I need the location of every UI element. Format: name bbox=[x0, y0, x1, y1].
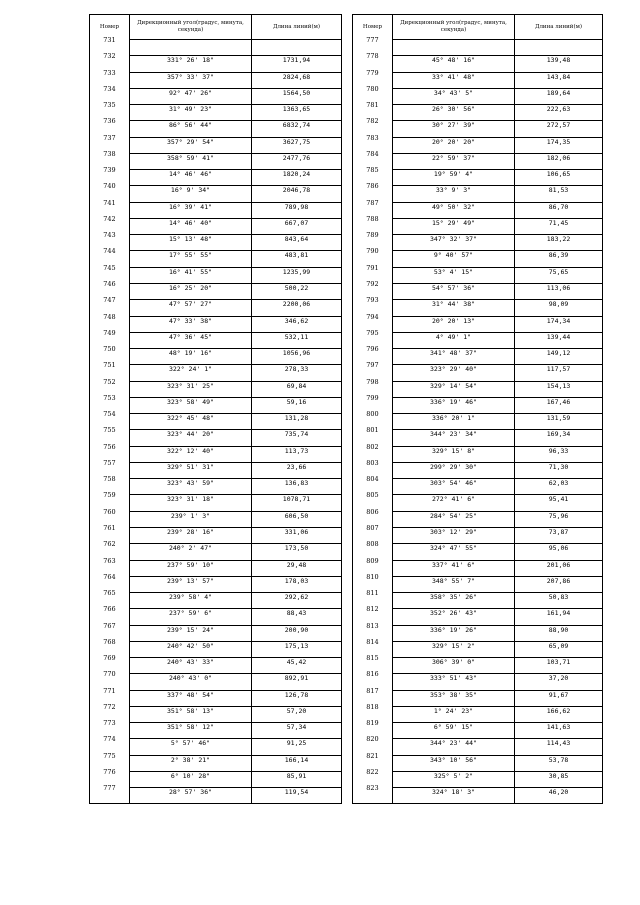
point-number: 811 bbox=[353, 589, 392, 597]
line-length-cell: 606,50 bbox=[252, 511, 342, 527]
direction-angle-cell: 324° 18' 3" bbox=[393, 788, 515, 804]
direction-angle-cell: 343° 10' 56" bbox=[393, 755, 515, 771]
direction-angle-cell: 16° 9' 34" bbox=[130, 186, 252, 202]
point-number: 797 bbox=[353, 361, 392, 369]
line-length-cell: 667,07 bbox=[252, 218, 342, 234]
point-number: 798 bbox=[353, 378, 392, 386]
point-number: 800 bbox=[353, 410, 392, 418]
point-number: 755 bbox=[90, 426, 129, 434]
line-length-cell: 29,48 bbox=[252, 560, 342, 576]
point-number: 794 bbox=[353, 313, 392, 321]
line-length-cell: 86,39 bbox=[515, 251, 603, 267]
direction-angle-cell: 331° 26' 18" bbox=[130, 56, 252, 72]
point-number: 757 bbox=[90, 459, 129, 467]
direction-angle-cell: 47° 33' 38" bbox=[130, 316, 252, 332]
line-length-cell: 86,70 bbox=[515, 202, 603, 218]
line-length-cell: 114,43 bbox=[515, 739, 603, 755]
point-number: 817 bbox=[353, 687, 392, 695]
table-row bbox=[353, 788, 603, 804]
line-length-cell: 45,42 bbox=[252, 658, 342, 674]
direction-angle-cell: 337° 41' 6" bbox=[393, 560, 515, 576]
line-length-cell: 62,03 bbox=[515, 479, 603, 495]
point-number-cell bbox=[353, 784, 393, 804]
line-length-cell: 103,71 bbox=[515, 658, 603, 674]
point-number: 822 bbox=[353, 768, 392, 776]
point-number: 774 bbox=[90, 735, 129, 743]
line-length-cell: 166,62 bbox=[515, 706, 603, 722]
line-length-cell: 113,73 bbox=[252, 446, 342, 462]
direction-angle-cell: 351° 58' 12" bbox=[130, 723, 252, 739]
direction-angle-cell: 31° 49' 23" bbox=[130, 105, 252, 121]
point-number: 771 bbox=[90, 687, 129, 695]
direction-angle-cell: 336° 19' 46" bbox=[393, 397, 515, 413]
line-length-cell: 789,98 bbox=[252, 202, 342, 218]
point-number: 762 bbox=[90, 540, 129, 548]
direction-angle-cell: 20° 20' 13" bbox=[393, 316, 515, 332]
point-number: 777 bbox=[353, 36, 392, 44]
line-length-cell: 88,90 bbox=[515, 625, 603, 641]
point-number: 736 bbox=[90, 117, 129, 125]
point-number: 745 bbox=[90, 264, 129, 272]
direction-angle-cell: 237° 59' 10" bbox=[130, 560, 252, 576]
line-length-cell: 23,66 bbox=[252, 462, 342, 478]
point-number: 758 bbox=[90, 475, 129, 483]
direction-angle-cell: 15° 13' 48" bbox=[130, 235, 252, 251]
line-length-cell: 1820,24 bbox=[252, 170, 342, 186]
point-number: 779 bbox=[353, 69, 392, 77]
direction-angle-cell bbox=[130, 40, 252, 56]
direction-angle-cell: 16° 41' 55" bbox=[130, 267, 252, 283]
line-length-cell: 139,44 bbox=[515, 332, 603, 348]
point-number: 756 bbox=[90, 443, 129, 451]
direction-angle-cell: 14° 46' 40" bbox=[130, 218, 252, 234]
point-number: 763 bbox=[90, 557, 129, 565]
direction-angle-cell: 358° 59' 41" bbox=[130, 153, 252, 169]
direction-angle-cell: 325° 5' 2" bbox=[393, 771, 515, 787]
line-length-cell: 1078,71 bbox=[252, 495, 342, 511]
line-length-cell: 183,22 bbox=[515, 235, 603, 251]
point-number: 805 bbox=[353, 491, 392, 499]
direction-angle-cell: 240° 43' 0" bbox=[130, 674, 252, 690]
line-length-cell: 843,64 bbox=[252, 235, 342, 251]
direction-angle-cell: 239° 13' 57" bbox=[130, 576, 252, 592]
header-number: Номер bbox=[90, 15, 130, 40]
line-length-cell: 71,30 bbox=[515, 462, 603, 478]
direction-angle-cell: 240° 42' 50" bbox=[130, 641, 252, 657]
direction-angle-cell bbox=[393, 40, 515, 56]
point-number: 808 bbox=[353, 540, 392, 548]
direction-angle-cell: 351° 58' 13" bbox=[130, 706, 252, 722]
direction-angle-cell: 333° 51' 43" bbox=[393, 674, 515, 690]
direction-angle-cell: 34° 43' 5" bbox=[393, 88, 515, 104]
direction-angle-cell: 324° 47' 55" bbox=[393, 544, 515, 560]
line-length-cell: 53,78 bbox=[515, 755, 603, 771]
line-length-cell: 278,33 bbox=[252, 365, 342, 381]
point-number: 803 bbox=[353, 459, 392, 467]
direction-angle-cell: 357° 33' 37" bbox=[130, 72, 252, 88]
line-length-cell: 173,50 bbox=[252, 544, 342, 560]
direction-angle-cell: 348° 55' 7" bbox=[393, 576, 515, 592]
direction-angle-cell: 45° 48' 16" bbox=[393, 56, 515, 72]
line-length-cell: 95,41 bbox=[515, 495, 603, 511]
direction-angle-cell: 240° 43' 33" bbox=[130, 658, 252, 674]
line-length-cell: 1363,65 bbox=[252, 105, 342, 121]
direction-angle-cell: 323° 31' 25" bbox=[130, 381, 252, 397]
line-length-cell: 141,63 bbox=[515, 723, 603, 739]
point-number: 747 bbox=[90, 296, 129, 304]
line-length-cell: 161,94 bbox=[515, 609, 603, 625]
point-number: 789 bbox=[353, 231, 392, 239]
line-length-cell: 98,09 bbox=[515, 300, 603, 316]
line-length-cell: 200,90 bbox=[252, 625, 342, 641]
direction-angle-cell: 344° 23' 34" bbox=[393, 430, 515, 446]
point-number: 818 bbox=[353, 703, 392, 711]
direction-angle-cell: 47° 36' 45" bbox=[130, 332, 252, 348]
direction-angle-cell: 323° 31' 18" bbox=[130, 495, 252, 511]
point-number: 775 bbox=[90, 752, 129, 760]
line-length-cell: 167,46 bbox=[515, 397, 603, 413]
point-number: 823 bbox=[353, 784, 392, 792]
line-length-cell: 113,06 bbox=[515, 283, 603, 299]
line-length-cell: 95,06 bbox=[515, 544, 603, 560]
direction-angle-cell: 48° 19' 16" bbox=[130, 349, 252, 365]
direction-angle-cell: 47° 57' 27" bbox=[130, 300, 252, 316]
point-number: 820 bbox=[353, 735, 392, 743]
point-number: 813 bbox=[353, 622, 392, 630]
point-number: 737 bbox=[90, 134, 129, 142]
point-number: 768 bbox=[90, 638, 129, 646]
direction-angle-cell: 337° 48' 54" bbox=[130, 690, 252, 706]
direction-angle-cell: 344° 23' 44" bbox=[393, 739, 515, 755]
line-length-cell: 174,35 bbox=[515, 137, 603, 153]
line-length-cell: 91,67 bbox=[515, 690, 603, 706]
point-number: 795 bbox=[353, 329, 392, 337]
point-number: 740 bbox=[90, 182, 129, 190]
point-number: 742 bbox=[90, 215, 129, 223]
direction-angle-cell: 5° 57' 46" bbox=[130, 739, 252, 755]
line-length-cell: 59,16 bbox=[252, 397, 342, 413]
point-number: 787 bbox=[353, 199, 392, 207]
point-number: 780 bbox=[353, 85, 392, 93]
direction-angle-cell: 341° 48' 37" bbox=[393, 349, 515, 365]
point-number: 807 bbox=[353, 524, 392, 532]
direction-angle-cell: 322° 12' 40" bbox=[130, 446, 252, 462]
direction-angle-cell: 329° 15' 8" bbox=[393, 446, 515, 462]
point-number: 743 bbox=[90, 231, 129, 239]
line-length-cell: 292,62 bbox=[252, 593, 342, 609]
point-number: 744 bbox=[90, 247, 129, 255]
line-length-cell: 166,14 bbox=[252, 755, 342, 771]
point-number: 806 bbox=[353, 508, 392, 516]
header-direction-angle: Дирекционный угол(градус, минута, секунда) bbox=[130, 15, 252, 40]
direction-angle-cell: 22° 59' 37" bbox=[393, 153, 515, 169]
direction-angle-cell: 358° 35' 26" bbox=[393, 593, 515, 609]
direction-angle-cell: 19° 59' 4" bbox=[393, 170, 515, 186]
header-line-length: Длина линий(м) bbox=[515, 15, 603, 40]
direction-angle-cell: 272° 41' 6" bbox=[393, 495, 515, 511]
direction-angle-cell: 6° 10' 28" bbox=[130, 771, 252, 787]
point-number: 778 bbox=[353, 52, 392, 60]
direction-angle-cell: 26° 30' 56" bbox=[393, 105, 515, 121]
point-number: 751 bbox=[90, 361, 129, 369]
point-number: 734 bbox=[90, 85, 129, 93]
point-number: 769 bbox=[90, 654, 129, 662]
line-length-cell: 57,34 bbox=[252, 723, 342, 739]
line-length-cell: 57,20 bbox=[252, 706, 342, 722]
line-length-cell: 331,06 bbox=[252, 527, 342, 543]
line-length-cell: 65,09 bbox=[515, 641, 603, 657]
table-body bbox=[353, 36, 603, 804]
direction-angle-cell: 49° 50' 32" bbox=[393, 202, 515, 218]
point-number: 746 bbox=[90, 280, 129, 288]
point-number: 796 bbox=[353, 345, 392, 353]
line-length-cell: 85,91 bbox=[252, 771, 342, 787]
direction-angle-cell: 20° 20' 20" bbox=[393, 137, 515, 153]
direction-angle-cell: 31° 44' 38" bbox=[393, 300, 515, 316]
direction-angle-cell: 17° 55' 55" bbox=[130, 251, 252, 267]
line-length-cell: 189,64 bbox=[515, 88, 603, 104]
line-length-cell: 2477,76 bbox=[252, 153, 342, 169]
direction-angle-cell: 329° 51' 31" bbox=[130, 462, 252, 478]
point-number: 770 bbox=[90, 670, 129, 678]
line-length-cell: 272,57 bbox=[515, 121, 603, 137]
direction-angle-cell: 329° 15' 2" bbox=[393, 641, 515, 657]
direction-angle-cell: 353° 38' 35" bbox=[393, 690, 515, 706]
line-length-cell: 178,03 bbox=[252, 576, 342, 592]
direction-angle-cell: 306° 39' 0" bbox=[393, 658, 515, 674]
direction-angle-cell: 33° 41' 48" bbox=[393, 72, 515, 88]
line-length-cell: 46,20 bbox=[515, 788, 603, 804]
point-number: 753 bbox=[90, 394, 129, 402]
line-length-cell: 91,25 bbox=[252, 739, 342, 755]
point-number: 782 bbox=[353, 117, 392, 125]
survey-table-right bbox=[352, 14, 603, 804]
point-number: 761 bbox=[90, 524, 129, 532]
direction-angle-cell: 323° 44' 20" bbox=[130, 430, 252, 446]
point-number: 741 bbox=[90, 199, 129, 207]
direction-angle-cell: 357° 29' 54" bbox=[130, 137, 252, 153]
point-number: 773 bbox=[90, 719, 129, 727]
point-number: 738 bbox=[90, 150, 129, 158]
line-length-cell: 131,28 bbox=[252, 414, 342, 430]
direction-angle-cell: 92° 47' 26" bbox=[130, 88, 252, 104]
point-number: 819 bbox=[353, 719, 392, 727]
point-number: 804 bbox=[353, 475, 392, 483]
point-number: 801 bbox=[353, 426, 392, 434]
point-number: 783 bbox=[353, 134, 392, 142]
direction-angle-cell: 303° 54' 46" bbox=[393, 479, 515, 495]
point-number: 810 bbox=[353, 573, 392, 581]
point-number: 750 bbox=[90, 345, 129, 353]
line-length-cell: 735,74 bbox=[252, 430, 342, 446]
point-number: 802 bbox=[353, 443, 392, 451]
line-length-cell: 81,53 bbox=[515, 186, 603, 202]
point-number: 731 bbox=[90, 36, 129, 44]
direction-angle-cell: 323° 29' 40" bbox=[393, 365, 515, 381]
direction-angle-cell: 9° 40' 57" bbox=[393, 251, 515, 267]
line-length-cell bbox=[515, 40, 603, 56]
direction-angle-cell: 347° 32' 37" bbox=[393, 235, 515, 251]
point-number: 784 bbox=[353, 150, 392, 158]
line-length-cell: 2824,68 bbox=[252, 72, 342, 88]
line-length-cell: 126,78 bbox=[252, 690, 342, 706]
direction-angle-cell: 16° 25' 20" bbox=[130, 283, 252, 299]
point-number: 809 bbox=[353, 557, 392, 565]
point-number: 759 bbox=[90, 491, 129, 499]
line-length-cell: 154,13 bbox=[515, 381, 603, 397]
direction-angle-cell: 239° 15' 24" bbox=[130, 625, 252, 641]
line-length-cell: 119,54 bbox=[252, 788, 342, 804]
point-number: 821 bbox=[353, 752, 392, 760]
direction-angle-cell: 352° 26' 43" bbox=[393, 609, 515, 625]
direction-angle-cell: 237° 59' 6" bbox=[130, 609, 252, 625]
point-number: 732 bbox=[90, 52, 129, 60]
line-length-cell: 88,43 bbox=[252, 609, 342, 625]
line-length-cell: 175,13 bbox=[252, 641, 342, 657]
line-length-cell: 136,83 bbox=[252, 479, 342, 495]
direction-angle-cell: 14° 46' 46" bbox=[130, 170, 252, 186]
line-length-cell: 131,59 bbox=[515, 414, 603, 430]
line-length-cell: 1731,94 bbox=[252, 56, 342, 72]
point-number: 776 bbox=[90, 768, 129, 776]
point-number: 781 bbox=[353, 101, 392, 109]
direction-angle-cell: 16° 39' 41" bbox=[130, 202, 252, 218]
header-line-length: Длина линий(м) bbox=[252, 15, 342, 40]
line-length-cell: 2046,78 bbox=[252, 186, 342, 202]
direction-angle-cell: 240° 2' 47" bbox=[130, 544, 252, 560]
direction-angle-cell: 30° 27' 39" bbox=[393, 121, 515, 137]
survey-table-left bbox=[89, 14, 342, 804]
point-number: 793 bbox=[353, 296, 392, 304]
line-length-cell: 1564,50 bbox=[252, 88, 342, 104]
line-length-cell: 201,06 bbox=[515, 560, 603, 576]
line-length-cell: 500,22 bbox=[252, 283, 342, 299]
line-length-cell: 1056,96 bbox=[252, 349, 342, 365]
direction-angle-cell: 323° 43' 59" bbox=[130, 479, 252, 495]
header-number: Номер bbox=[353, 15, 393, 40]
line-length-cell: 1235,99 bbox=[252, 267, 342, 283]
direction-angle-cell: 322° 45' 48" bbox=[130, 414, 252, 430]
direction-angle-cell: 28° 57' 36" bbox=[130, 788, 252, 804]
point-number: 792 bbox=[353, 280, 392, 288]
direction-angle-cell: 54° 57' 36" bbox=[393, 283, 515, 299]
line-length-cell: 182,06 bbox=[515, 153, 603, 169]
point-number: 760 bbox=[90, 508, 129, 516]
line-length-cell: 6832,74 bbox=[252, 121, 342, 137]
line-length-cell: 106,65 bbox=[515, 170, 603, 186]
direction-angle-cell: 4° 49' 1" bbox=[393, 332, 515, 348]
direction-angle-cell: 53° 4' 15" bbox=[393, 267, 515, 283]
line-length-cell: 532,11 bbox=[252, 332, 342, 348]
direction-angle-cell: 322° 24' 1" bbox=[130, 365, 252, 381]
line-length-cell: 30,85 bbox=[515, 771, 603, 787]
direction-angle-cell: 323° 58' 49" bbox=[130, 397, 252, 413]
line-length-cell: 174,34 bbox=[515, 316, 603, 332]
direction-angle-cell: 336° 19' 26" bbox=[393, 625, 515, 641]
point-number: 786 bbox=[353, 182, 392, 190]
line-length-cell: 143,84 bbox=[515, 72, 603, 88]
point-number: 733 bbox=[90, 69, 129, 77]
point-number-cell bbox=[90, 784, 130, 804]
direction-angle-cell: 33° 9' 3" bbox=[393, 186, 515, 202]
line-length-cell: 139,48 bbox=[515, 56, 603, 72]
point-number: 790 bbox=[353, 247, 392, 255]
line-length-cell: 3627,75 bbox=[252, 137, 342, 153]
direction-angle-cell: 329° 14' 54" bbox=[393, 381, 515, 397]
line-length-cell: 71,45 bbox=[515, 218, 603, 234]
direction-angle-cell: 303° 12' 29" bbox=[393, 527, 515, 543]
line-length-cell: 73,87 bbox=[515, 527, 603, 543]
point-number: 764 bbox=[90, 573, 129, 581]
table-body bbox=[90, 36, 342, 804]
direction-angle-cell: 6° 59' 15" bbox=[393, 723, 515, 739]
point-number: 766 bbox=[90, 605, 129, 613]
point-number: 815 bbox=[353, 654, 392, 662]
line-length-cell: 75,96 bbox=[515, 511, 603, 527]
line-length-cell: 207,86 bbox=[515, 576, 603, 592]
table-row bbox=[90, 788, 342, 804]
header-direction-angle: Дирекционный угол(градус, минута, секунда) bbox=[393, 15, 515, 40]
point-number: 754 bbox=[90, 410, 129, 418]
direction-angle-cell: 1° 24' 23" bbox=[393, 706, 515, 722]
line-length-cell: 483,81 bbox=[252, 251, 342, 267]
direction-angle-cell: 239° 1' 3" bbox=[130, 511, 252, 527]
point-number: 767 bbox=[90, 622, 129, 630]
line-length-cell: 50,83 bbox=[515, 593, 603, 609]
point-number: 748 bbox=[90, 313, 129, 321]
line-length-cell: 69,84 bbox=[252, 381, 342, 397]
line-length-cell: 346,62 bbox=[252, 316, 342, 332]
line-length-cell: 75,65 bbox=[515, 267, 603, 283]
point-number: 752 bbox=[90, 378, 129, 386]
line-length-cell: 169,34 bbox=[515, 430, 603, 446]
line-length-cell: 222,63 bbox=[515, 105, 603, 121]
line-length-cell bbox=[252, 40, 342, 56]
point-number: 765 bbox=[90, 589, 129, 597]
direction-angle-cell: 15° 29' 49" bbox=[393, 218, 515, 234]
point-number: 735 bbox=[90, 101, 129, 109]
line-length-cell: 96,33 bbox=[515, 446, 603, 462]
point-number: 814 bbox=[353, 638, 392, 646]
line-length-cell: 892,91 bbox=[252, 674, 342, 690]
point-number: 788 bbox=[353, 215, 392, 223]
direction-angle-cell: 299° 29' 30" bbox=[393, 462, 515, 478]
point-number: 812 bbox=[353, 605, 392, 613]
point-number: 791 bbox=[353, 264, 392, 272]
direction-angle-cell: 86° 56' 44" bbox=[130, 121, 252, 137]
point-number: 785 bbox=[353, 166, 392, 174]
direction-angle-cell: 336° 20' 1" bbox=[393, 414, 515, 430]
line-length-cell: 2200,06 bbox=[252, 300, 342, 316]
point-number: 749 bbox=[90, 329, 129, 337]
point-number: 739 bbox=[90, 166, 129, 174]
direction-angle-cell: 2° 38' 21" bbox=[130, 755, 252, 771]
line-length-cell: 149,12 bbox=[515, 349, 603, 365]
line-length-cell: 117,57 bbox=[515, 365, 603, 381]
point-number: 816 bbox=[353, 670, 392, 678]
point-number: 777 bbox=[90, 784, 129, 792]
direction-angle-cell: 239° 28' 16" bbox=[130, 527, 252, 543]
point-number: 799 bbox=[353, 394, 392, 402]
direction-angle-cell: 284° 54' 25" bbox=[393, 511, 515, 527]
direction-angle-cell: 239° 58' 4" bbox=[130, 593, 252, 609]
line-length-cell: 37,20 bbox=[515, 674, 603, 690]
point-number: 772 bbox=[90, 703, 129, 711]
